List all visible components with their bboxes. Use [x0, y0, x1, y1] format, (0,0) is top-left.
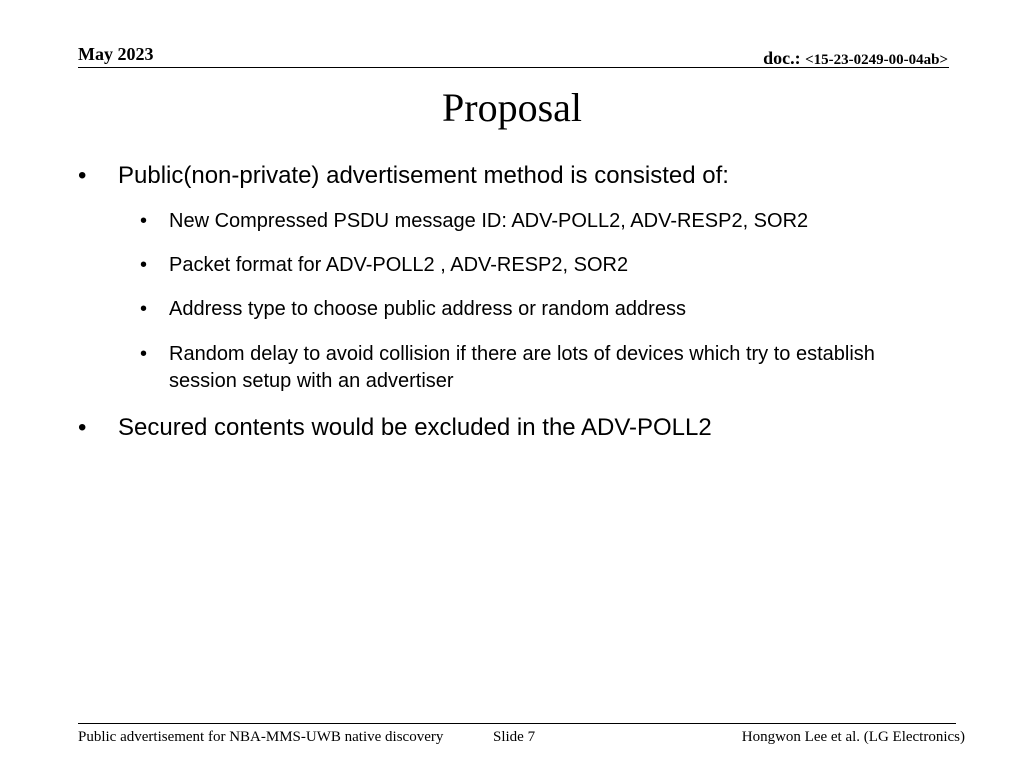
slide-title: Proposal: [442, 85, 582, 130]
bullet-text: Secured contents would be excluded in the ADV-POLL2: [118, 414, 712, 441]
header-doc-label: doc.:: [763, 48, 806, 68]
sub-bullet-text: Random delay to avoid collision if there are lots of devices which try to establish session setup with an advertiser: [169, 343, 875, 392]
footer-slide-number: Slide 7: [493, 729, 536, 745]
sub-bullet-marker: •: [140, 343, 148, 365]
bullet-marker: •: [78, 162, 87, 189]
footer-divider: [78, 723, 956, 724]
sub-bullet-text: New Compressed PSDU message ID: ADV-POLL2, ADV-RESP2, SOR2: [169, 210, 809, 232]
sub-bullet-text: Packet format for ADV-POLL2 , ADV-RESP2, SOR2: [169, 254, 629, 276]
sub-bullet-marker: •: [140, 298, 148, 320]
header-doc-number: <15-23-0249-00-04ab>: [805, 52, 948, 68]
sub-bullet-text: Address type to choose public address or random address: [169, 298, 686, 320]
footer-author: Hongwon Lee et al. (LG Electronics): [741, 729, 965, 745]
sub-bullet-marker: •: [140, 254, 148, 276]
header-date: May 2023: [78, 44, 154, 64]
footer-topic: Public advertisement for NBA-MMS-UWB native discovery: [78, 729, 444, 745]
bullet-text: Public(non-private) advertisement method is consisted of:: [118, 162, 729, 189]
sub-bullet-marker: •: [140, 210, 148, 232]
bullet-marker: •: [78, 414, 87, 441]
